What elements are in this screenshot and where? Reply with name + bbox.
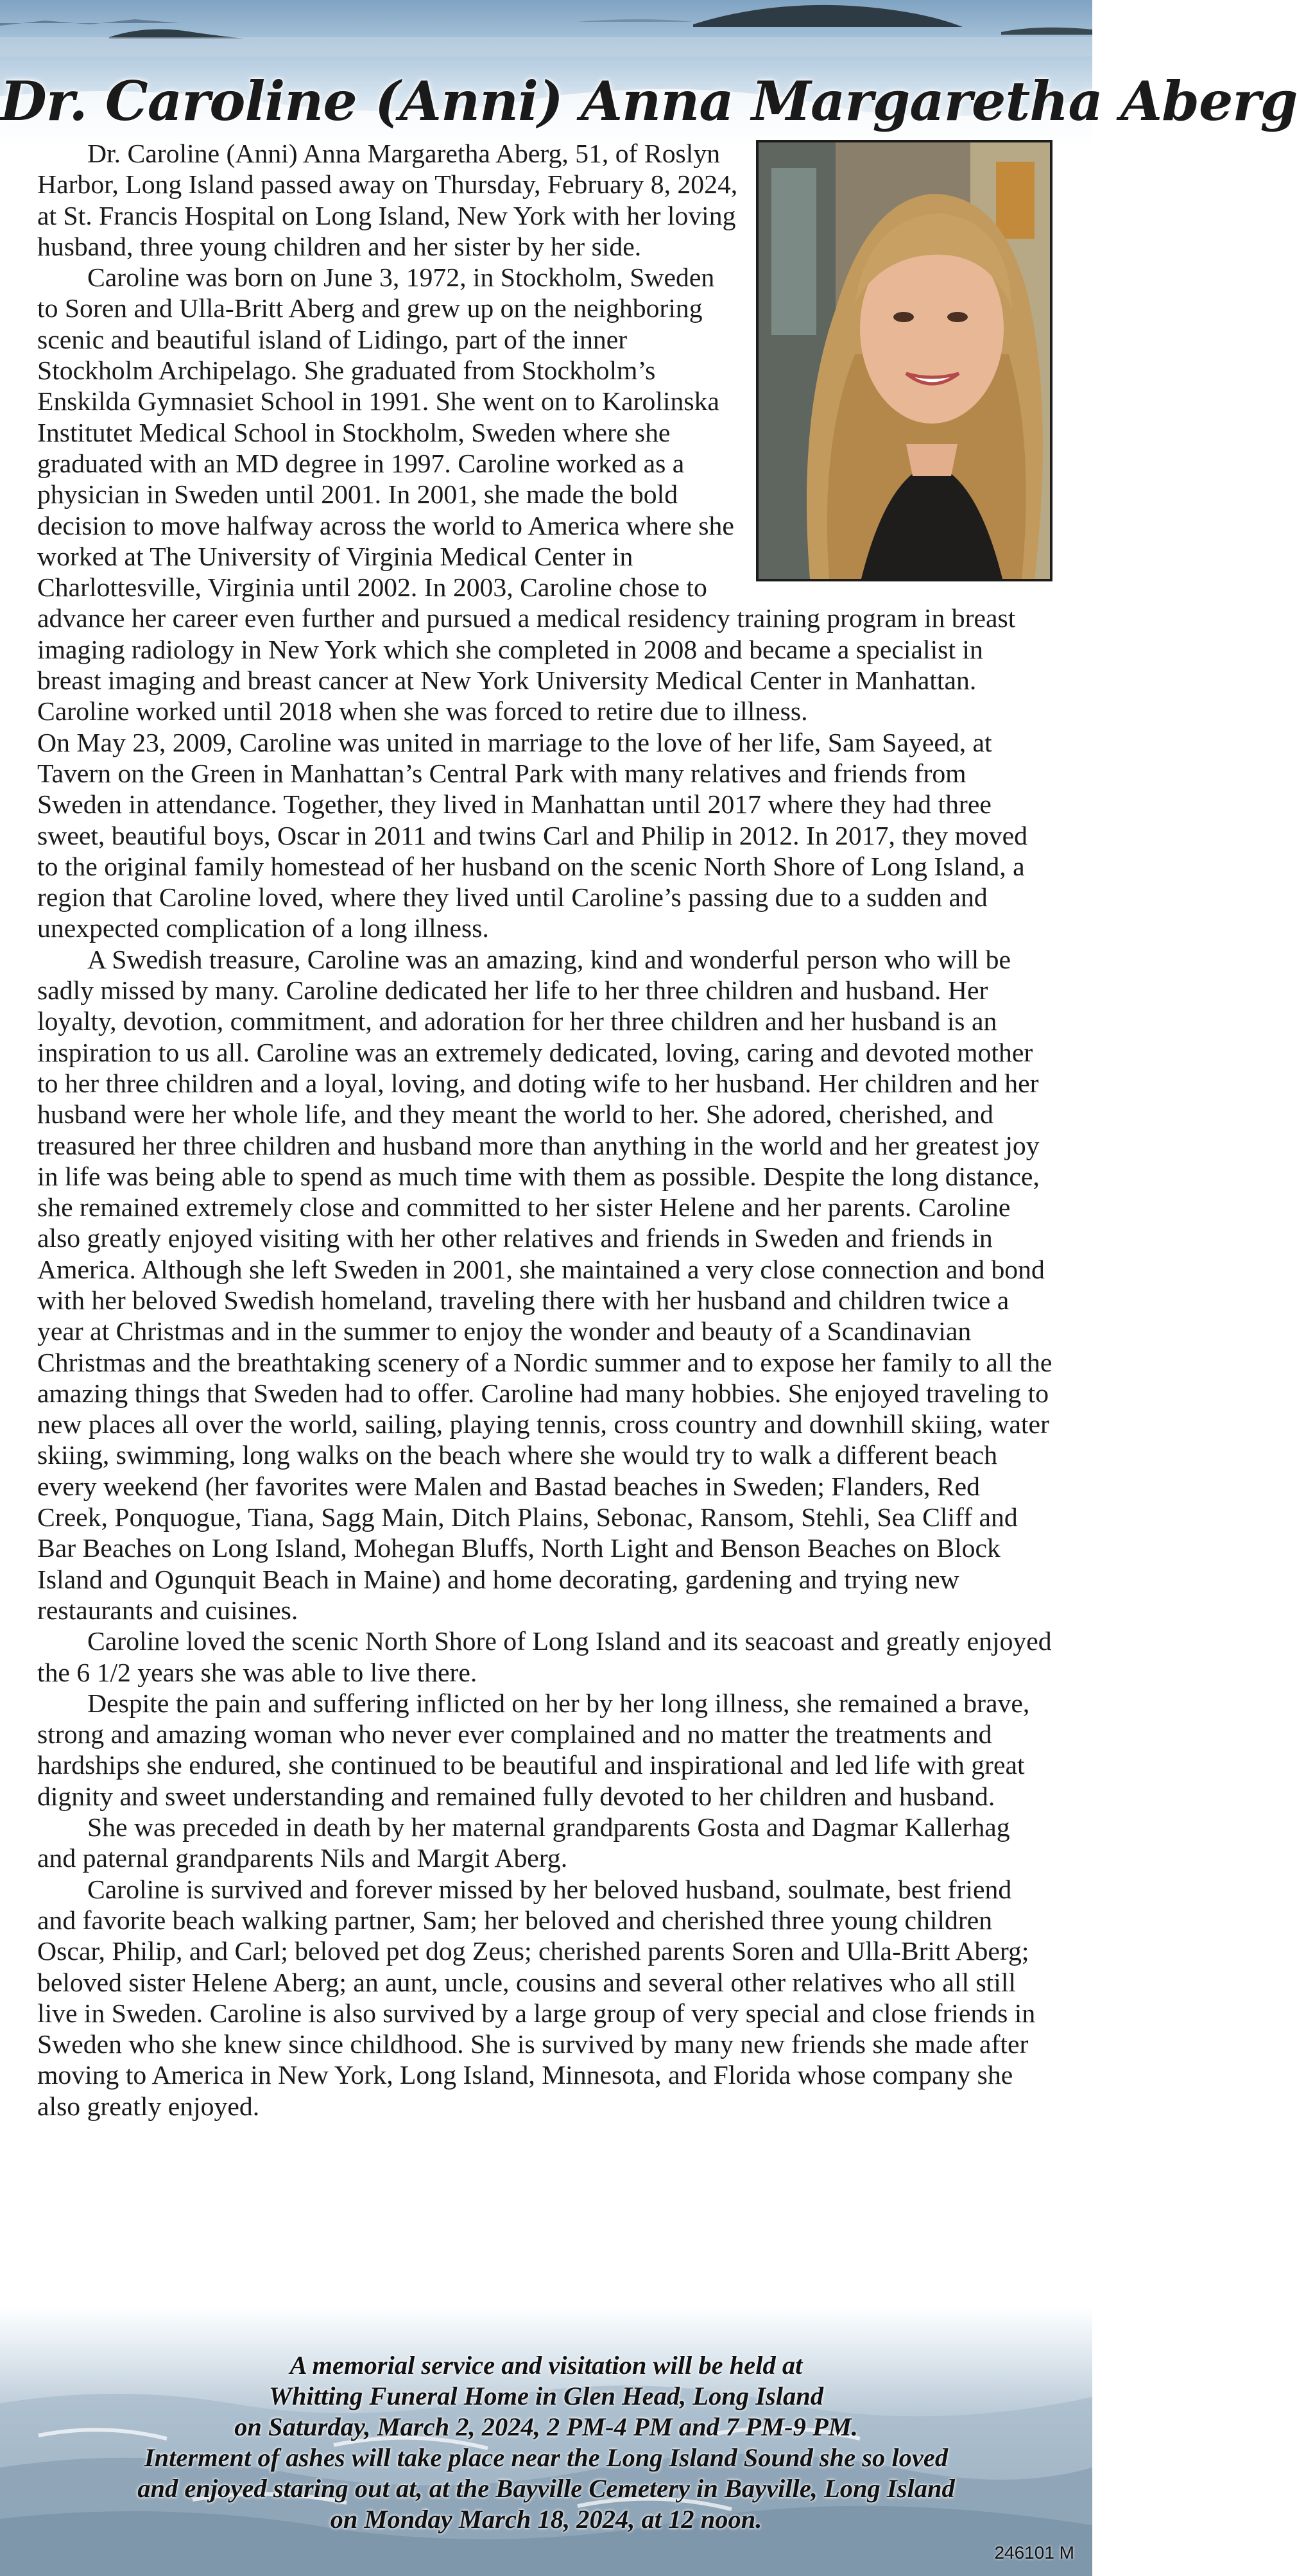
paragraph-character-hobbies: A Swedish treasure, Caroline was an amazing, kind and wonderful person who will be sadly missed by many. Caroline dedicated her life to her three children and husband. Her loyalty, devotion, commitment, and adoration for her three children and her husband is an inspiration to us all. Caroline was an extremely dedicated, loving, caring and devoted mother to her three children and a loyal, loving, and doting wife to her husband. Her children and her husband were her whole life, and they meant the world to her. She adored, cherished, and treasured her three children and husband more than anything in the world and her greatest joy in life was being able to spend as much time with them as possible. Despite the long distance, she remained extremely close and committed to her sister Helene and her parents. Caroline also greatly enjoyed visiting with her other relatives and friends in Sweden and friends in America. Although she left Sweden in 2001, she maintained a very close connection and bond with her beloved Swedish homeland, traveling there with her husband and children twice a year at Christmas and in the summer to enjoy the wonder and beauty of a Scandinavian Christmas and the breathtaking scenery of a Nordic summer and to expose her family to all the amazing things that Sweden had to offer. Caroline had many hobbies. She enjoyed traveling to new places all over the world, sailing, playing tennis, cross country and downhill skiing, water skiing, swimming, long walks on the beach where she would try to walk a different beach every weekend (her favorites were Malen and Bastad beaches in Sweden; Flanders, Red Creek, Ponquogue, Tiana, Sagg Main, Ditch Plains, Sebonac, Ransom, Stehli, Sea Cliff and Bar Beaches on Long Island, Mohegan Bluffs, North Light and Benson Beaches on Block Island and Ogunquit Beach in Maine) and home decorating, gardening and trying new restaurants and cuisines. [37,945,1052,1626]
obituary-body [37,139,1052,2311]
ad-code: 246101 M [994,2543,1074,2563]
paragraph-north-shore: Caroline loved the scenic North Shore of Long Island and its seacoast and greatly enjoyed the 6 1/2 years she was able to live there. [37,1627,1052,1688]
service-line: Whitting Funeral Home in Glen Head, Long Island [268,2382,824,2410]
paragraph-preceded-in-death: She was preceded in death by her maternal grandparents Gosta and Dagmar Kallerhag and paternal grandparents Nils and Margit Aberg. [37,1813,1010,1874]
paragraph-early-life-career: Caroline was born on June 3, 1972, in Stockholm, Sweden to Soren and Ulla-Britt Aberg and grew up on the neighboring scenic and beautiful island of Lidingo, part of the inner Stockholm Archipelago. She graduated from Stockholm’s Enskilda Gymnasiet School in 1991. She went on to Karolinska Institutet Medical School in Stockholm, Sweden where she graduated with an MD degree in 1997. Caroline worked as a physician in Sweden until 2001. In 2001, she made the bold decision to move halfway across the world to America where she worked at The University of Virginia Medical Center in Charlottesville, Virginia until 2002. In 2003, Caroline chose to advance her career even further and pursued a medical residency training program in breast imaging radiology in New York which she completed in 2008 and became a specialist in breast imaging and breast cancer at New York University Medical Center in Manhattan. Caroline worked until 2018 when she was forced to retire due to illness. [37,263,1016,727]
interment-line: and enjoyed staring out at, at the Bayville Cemetery in Bayville, Long Island [137,2474,955,2503]
paragraph-death-notice: Dr. Caroline (Anni) Anna Margaretha Aberg, 51, of Roslyn Harbor, Long Island passed away on Thursday, February 8, 2024, at St. Francis Hospital on Long Island, New York with her loving husband, three young children and her sister by her side. [37,139,738,262]
service-line: A memorial service and visitation will be held at [289,2351,803,2380]
paragraph-marriage-family: On May 23, 2009, Caroline was united in marriage to the love of her life, Sam Sayeed, at Tavern on the Green in Manhattan’s Central Park with many relatives and friends from Sweden in attendance. Together, they lived in Manhattan until 2017 where they had three sweet, beautiful boys, Oscar in 2011 and twins Carl and Philip in 2012. In 2017, they moved to the original family homestead of her husband on the scenic North Shore of Long Island, a region that Caroline loved, where they lived until Caroline’s passing due to a sudden and unexpected complication of a long illness. [37,728,1027,944]
service-line: on Saturday, March 2, 2024, 2 PM-4 PM and 7 PM-9 PM. [234,2412,858,2441]
interment-line: Interment of ashes will take place near the Long Island Sound she so loved [144,2443,949,2472]
memorial-service-notice [0,2350,1092,2535]
interment-line: on Monday March 18, 2024, at 12 noon. [330,2505,762,2534]
paragraph-survived-by: Caroline is survived and forever missed by her beloved husband, soulmate, best friend and favorite beach walking partner, Sam; her beloved and cherished three young children Oscar, Philip, and Carl; beloved pet dog Zeus; cherished parents Soren and Ulla-Britt Aberg; beloved sister Helene Aberg; an aunt, uncle, cousins and several other relatives who all still live in Sweden. Caroline is also survived by a large group of very special and close friends in Sweden who she knew since childhood. She is survived by many new friends she made after moving to America in New York, Long Island, Minnesota, and Florida whose company she also greatly enjoyed. [37,1875,1036,2122]
photo-space [751,139,1052,583]
obituary-title: Dr. Caroline (Anni) Anna Margaretha Aberg [0,69,1297,133]
paragraph-illness: Despite the pain and suffering inflicted on her by her long illness, she remained a brave, strong and amazing woman who never ever complained and no matter the treatments and hardships she endured, she continued to be beautiful and inspirational and led life with great dignity and sweet understanding and remained fully devoted to her children and husband. [37,1688,1030,1812]
